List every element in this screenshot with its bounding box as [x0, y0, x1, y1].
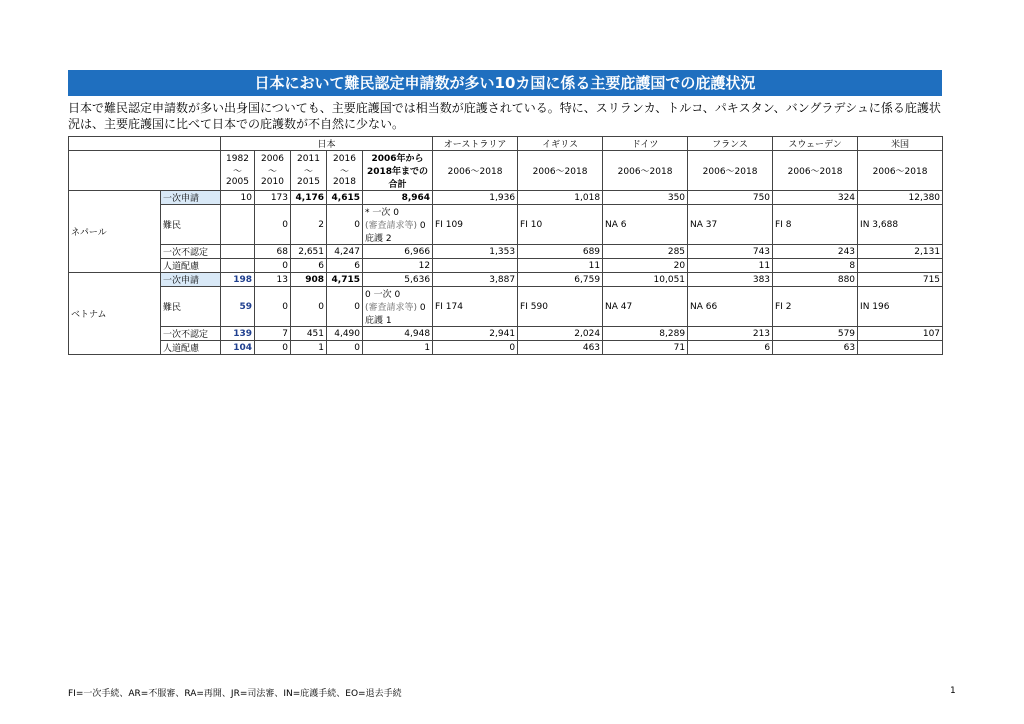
table-row — [69, 287, 943, 327]
corner-cell — [69, 137, 221, 151]
japan-header: 日本 — [221, 137, 433, 151]
cell: 1,936 — [433, 191, 518, 205]
country-header-1: オーストラリア — [433, 137, 518, 151]
cell: 0 — [327, 341, 363, 355]
period-header: 2006～2018 — [773, 151, 858, 191]
cell: 173 — [255, 191, 291, 205]
cell: 0 — [327, 205, 363, 245]
country-name: ベトナム — [69, 273, 161, 355]
cell: 463 — [518, 341, 603, 355]
cell: 13 — [255, 273, 291, 287]
table-row — [69, 327, 943, 341]
cell: 71 — [603, 341, 688, 355]
cell: 383 — [688, 273, 773, 287]
cell: 324 — [773, 191, 858, 205]
cell: FI 2 — [773, 287, 858, 327]
table-row — [69, 245, 943, 259]
cell — [221, 245, 255, 259]
cell: 198 — [221, 273, 255, 287]
cell: 10,051 — [603, 273, 688, 287]
cell: 750 — [688, 191, 773, 205]
cell: NA 6 — [603, 205, 688, 245]
corner-cell-2 — [69, 151, 221, 191]
total-header: 2006年から2018年までの合計 — [363, 151, 433, 191]
cell: 1,018 — [518, 191, 603, 205]
cell: 104 — [221, 341, 255, 355]
row-label: 難民 — [161, 205, 221, 245]
cell: 213 — [688, 327, 773, 341]
cell: 908 — [291, 273, 327, 287]
cell: 743 — [688, 245, 773, 259]
cell: 20 — [603, 259, 688, 273]
cell: 4,948 — [363, 327, 433, 341]
cell: 4,176 — [291, 191, 327, 205]
cell: 6,759 — [518, 273, 603, 287]
cell: 2,024 — [518, 327, 603, 341]
cell: FI 10 — [518, 205, 603, 245]
cell: 4,247 — [327, 245, 363, 259]
row-label: 一次不認定 — [161, 327, 221, 341]
cell: 4,715 — [327, 273, 363, 287]
cell: 2,651 — [291, 245, 327, 259]
cell: 68 — [255, 245, 291, 259]
cell: 0 — [255, 287, 291, 327]
period-header: 2006～2018 — [603, 151, 688, 191]
cell — [221, 259, 255, 273]
footnote: FI=一次手続、AR=不服審、RA=再開、JR=司法審、IN=庇護手続、EO=退去手続 — [68, 689, 402, 699]
cell: FI 174 — [433, 287, 518, 327]
cell: FI 109 — [433, 205, 518, 245]
cell: 2,941 — [433, 327, 518, 341]
cell: 8,964 — [363, 191, 433, 205]
table-row — [69, 191, 943, 205]
cell: 0 一次 0 (審査請求等) 0 庇護 1 — [363, 287, 433, 327]
cell: 0 — [255, 259, 291, 273]
table-row — [69, 273, 943, 287]
period-header: 2006～2018 — [688, 151, 773, 191]
period-header: 2006～2018 — [858, 151, 943, 191]
cell: IN 3,688 — [858, 205, 943, 245]
cell: 12,380 — [858, 191, 943, 205]
cell: 63 — [773, 341, 858, 355]
country-header-3: ドイツ — [603, 137, 688, 151]
cell — [858, 341, 943, 355]
cell: * 一次 0 (審査請求等) 0 庇護 2 — [363, 205, 433, 245]
year-header: 2006～2010 — [255, 151, 291, 191]
row-label: 一次不認定 — [161, 245, 221, 259]
asylum-table — [68, 136, 943, 355]
page-title: 日本において難民認定申請数が多い10カ国に係る主要庇護国での庇護状況 — [68, 70, 942, 96]
period-header: 2006～2018 — [433, 151, 518, 191]
cell: 11 — [518, 259, 603, 273]
cell: 4,615 — [327, 191, 363, 205]
country-header-5: スウェーデン — [773, 137, 858, 151]
cell: 3,887 — [433, 273, 518, 287]
cell: 6 — [688, 341, 773, 355]
cell: IN 196 — [858, 287, 943, 327]
cell: 10 — [221, 191, 255, 205]
cell: 5,636 — [363, 273, 433, 287]
cell: NA 37 — [688, 205, 773, 245]
cell: 285 — [603, 245, 688, 259]
year-header: 2011～2015 — [291, 151, 327, 191]
cell: NA 47 — [603, 287, 688, 327]
cell: 6,966 — [363, 245, 433, 259]
cell: NA 66 — [688, 287, 773, 327]
country-name: ネパール — [69, 191, 161, 273]
cell: 11 — [688, 259, 773, 273]
cell: 689 — [518, 245, 603, 259]
year-header: 1982～2005 — [221, 151, 255, 191]
cell: 579 — [773, 327, 858, 341]
cell: 6 — [291, 259, 327, 273]
cell: FI 8 — [773, 205, 858, 245]
cell: 1 — [291, 341, 327, 355]
cell: 107 — [858, 327, 943, 341]
cell: 8 — [773, 259, 858, 273]
cell: 0 — [433, 341, 518, 355]
cell — [858, 259, 943, 273]
cell: 7 — [255, 327, 291, 341]
cell: 0 — [291, 287, 327, 327]
country-header-2: イギリス — [518, 137, 603, 151]
cell: 0 — [327, 287, 363, 327]
cell: 715 — [858, 273, 943, 287]
table-row — [69, 205, 943, 245]
intro-text: 日本で難民認定申請数が多い出身国についても、主要庇護国では相当数が庇護されている。特に、スリランカ、トルコ、パキスタン、バングラデシュに係る庇護状況は、主要庇護国に比べて日本での庇護数が不自然に少ない。 — [68, 101, 941, 131]
country-header-4: フランス — [688, 137, 773, 151]
year-header: 2016～2018 — [327, 151, 363, 191]
row-label: 人道配慮 — [161, 341, 221, 355]
cell: 8,289 — [603, 327, 688, 341]
row-label: 難民 — [161, 287, 221, 327]
cell: 4,490 — [327, 327, 363, 341]
cell: 0 — [255, 205, 291, 245]
country-header-6: 米国 — [858, 137, 943, 151]
cell: 2 — [291, 205, 327, 245]
cell: 6 — [327, 259, 363, 273]
table-row — [69, 341, 943, 355]
row-label: 一次申請 — [161, 273, 221, 287]
cell: 12 — [363, 259, 433, 273]
row-label: 一次申請 — [161, 191, 221, 205]
cell: 1,353 — [433, 245, 518, 259]
cell: 880 — [773, 273, 858, 287]
page-number: 1 — [950, 686, 956, 696]
cell: 243 — [773, 245, 858, 259]
cell: 139 — [221, 327, 255, 341]
cell: FI 590 — [518, 287, 603, 327]
cell: 350 — [603, 191, 688, 205]
cell — [221, 205, 255, 245]
cell: 0 — [255, 341, 291, 355]
cell — [433, 259, 518, 273]
table-row — [69, 259, 943, 273]
row-label: 人道配慮 — [161, 259, 221, 273]
cell: 1 — [363, 341, 433, 355]
cell: 2,131 — [858, 245, 943, 259]
cell: 59 — [221, 287, 255, 327]
period-header: 2006～2018 — [518, 151, 603, 191]
cell: 451 — [291, 327, 327, 341]
